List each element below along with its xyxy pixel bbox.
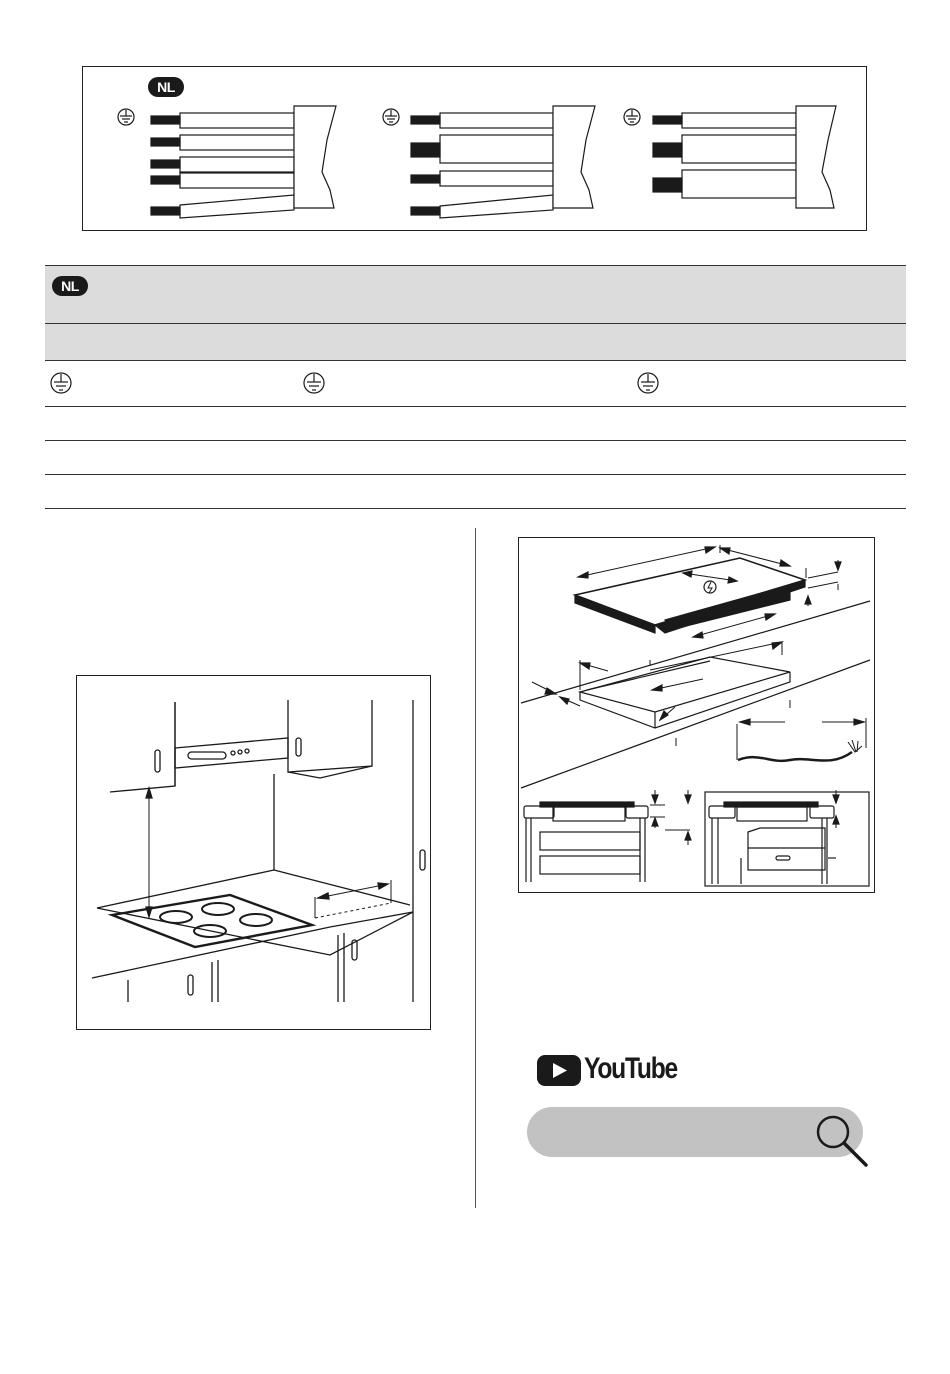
wiring-nl-badge: NL xyxy=(148,77,184,97)
table-nl-badge: NL xyxy=(52,276,88,296)
youtube-brand-text: YouTube xyxy=(584,1052,677,1085)
